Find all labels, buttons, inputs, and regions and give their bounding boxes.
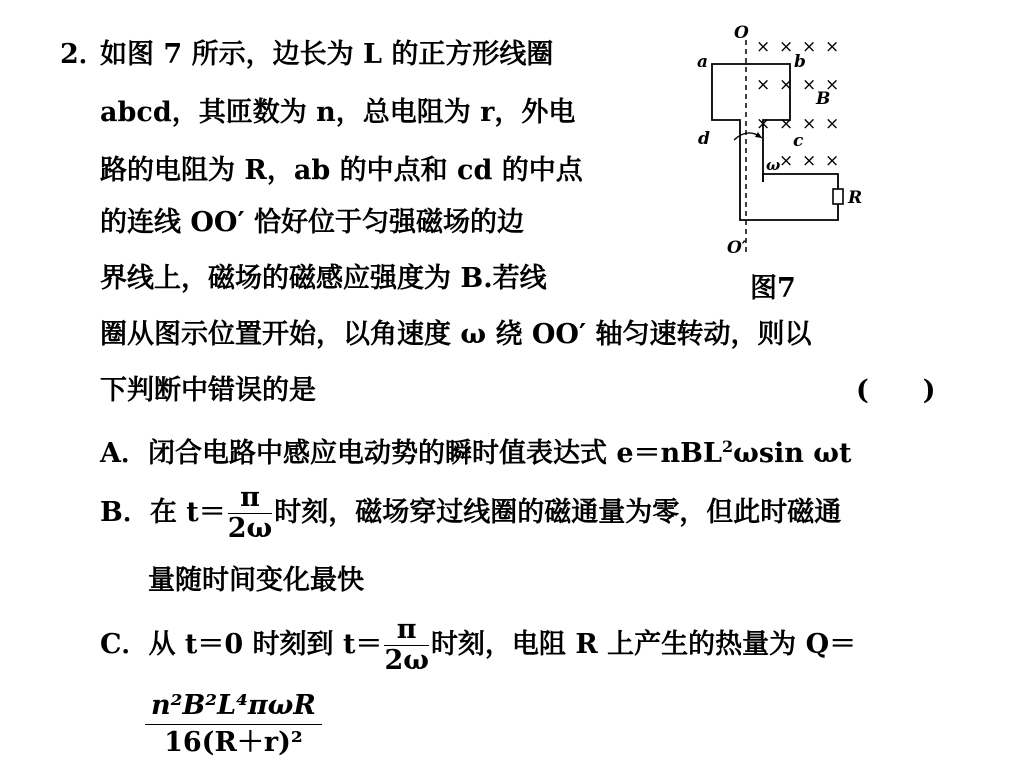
option-a-sup: 2 xyxy=(721,437,734,456)
cross: × xyxy=(825,37,840,57)
cross: × xyxy=(779,151,794,171)
question-number: 2． xyxy=(60,39,106,70)
option-b-fraction xyxy=(228,483,273,544)
stem-line-4: 的连线 OO′ 恰好位于匀强磁场的边 xyxy=(100,207,524,238)
cross: × xyxy=(779,75,794,95)
cross: × xyxy=(802,114,817,134)
option-b-label: B． xyxy=(100,497,150,528)
answer-bracket: ( ) xyxy=(856,375,936,406)
cross: × xyxy=(756,75,771,95)
cross: × xyxy=(802,37,817,57)
cross: × xyxy=(779,114,794,134)
stem-line-3: 路的电阻为 R，ab 的中点和 cd 的中点 xyxy=(100,155,583,186)
label-b: b xyxy=(794,52,806,72)
cross: × xyxy=(779,37,794,57)
heat-fraction-num: n²B²L⁴πωR xyxy=(145,688,322,725)
heat-fraction-den: 16(R＋r)² xyxy=(164,727,303,758)
resistor-R xyxy=(833,189,843,204)
cross: × xyxy=(825,151,840,171)
label-B: B xyxy=(816,89,831,109)
option-c-label: C． xyxy=(100,629,149,660)
option-c-fraction xyxy=(384,615,429,676)
option-a-label: A． xyxy=(100,438,148,469)
option-a xyxy=(100,430,852,471)
option-b-fraction-num: π xyxy=(228,483,273,514)
option-b xyxy=(100,478,841,548)
figure-caption: 图7 xyxy=(750,273,796,304)
label-O-prime: O′ xyxy=(727,238,747,258)
option-a-tail: ωsin ωt xyxy=(733,438,852,469)
label-omega: ω xyxy=(766,156,781,174)
figure-7 xyxy=(690,22,880,267)
stem-line-5: 界线上，磁场的磁感应强度为 B.若线 xyxy=(100,263,547,294)
stem-line-1: 如图 7 所示，边长为 L 的正方形线圈 xyxy=(100,39,554,70)
option-b-prefix: 在 t＝ xyxy=(149,497,226,528)
option-c-fraction-den: 2ω xyxy=(384,645,429,676)
wire-lower xyxy=(740,182,838,220)
option-c-heat-fraction xyxy=(145,688,322,761)
label-d: d xyxy=(698,129,710,149)
option-a-text: 闭合电路中感应电动势的瞬时值表达式 e＝nBL xyxy=(147,438,722,469)
stem-line-6: 圈从图示位置开始，以角速度 ω 绕 OO′ 轴匀速转动，则以 xyxy=(100,319,812,350)
stem-line-7: 下判断中错误的是 xyxy=(100,375,316,406)
option-c xyxy=(100,610,856,680)
cross: × xyxy=(756,37,771,57)
cross: × xyxy=(825,75,840,95)
cross: × xyxy=(802,151,817,171)
coil-diagram xyxy=(690,22,880,267)
option-b-line-2: 量随时间变化最快 xyxy=(148,565,364,596)
wire-upper xyxy=(763,174,838,189)
label-c: c xyxy=(793,131,804,151)
label-R: R xyxy=(848,188,863,208)
option-c-prefix: 从 t＝0 时刻到 t＝ xyxy=(148,629,383,660)
option-c-fraction-num: π xyxy=(384,615,429,646)
option-b-fraction-den: 2ω xyxy=(227,513,273,544)
option-c-suffix: 时刻，电阻 R 上产生的热量为 Q＝ xyxy=(430,629,857,660)
label-a: a xyxy=(697,52,709,72)
cross: × xyxy=(756,114,771,134)
option-b-suffix: 时刻，磁场穿过线圈的磁通量为零，但此时磁通 xyxy=(274,497,842,528)
label-O: O xyxy=(734,23,749,43)
stem-line-2: abcd，其匝数为 n，总电阻为 r，外电 xyxy=(100,97,576,128)
cross: × xyxy=(825,114,840,134)
cross: × xyxy=(802,75,817,95)
